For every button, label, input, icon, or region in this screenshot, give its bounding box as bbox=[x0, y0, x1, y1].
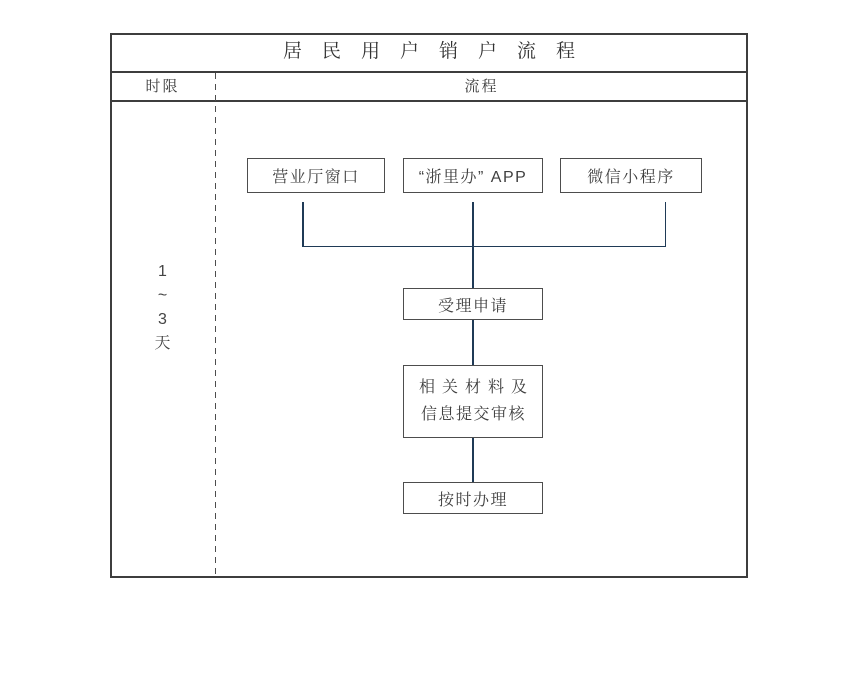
time-limit-line: 天 bbox=[154, 335, 171, 352]
connector-hall-down bbox=[302, 202, 304, 247]
step-label-line2: 信息提交审核 bbox=[420, 406, 526, 423]
time-process-dashed-divider bbox=[215, 73, 216, 578]
channel-box-service-hall bbox=[247, 158, 385, 193]
time-limit-line: 1 bbox=[158, 263, 167, 280]
time-limit-header-cell: 时限 bbox=[145, 78, 180, 95]
time-limit-value bbox=[110, 260, 215, 356]
step-box-materials-review bbox=[403, 365, 543, 438]
time-limit-line: ~ bbox=[157, 287, 168, 304]
header-row-divider bbox=[110, 100, 748, 102]
time-limit-line: 3 bbox=[158, 311, 167, 328]
step-label-line1: 相关材料及 bbox=[418, 379, 534, 396]
page-title: 居民用户销户流程 bbox=[282, 41, 595, 62]
step-label: 受理申请 bbox=[437, 297, 508, 315]
process-header-cell: 流程 bbox=[464, 78, 499, 95]
connector-wechat-down bbox=[665, 202, 667, 247]
channel-label: 营业厅窗口 bbox=[272, 169, 360, 186]
channel-box-zheliban-app bbox=[403, 158, 543, 193]
step-box-accept-application bbox=[403, 288, 543, 320]
channel-box-wechat-mini-program bbox=[560, 158, 702, 193]
channel-label: 微信小程序 bbox=[587, 169, 675, 186]
channel-label: “浙里办” APP bbox=[418, 169, 528, 186]
connector-materials-to-complete bbox=[472, 438, 474, 482]
connector-accept-to-materials bbox=[472, 320, 474, 365]
connector-merge-horizontal bbox=[302, 246, 666, 248]
step-label: 按时办理 bbox=[437, 491, 508, 509]
step-box-complete-on-time bbox=[403, 482, 543, 514]
